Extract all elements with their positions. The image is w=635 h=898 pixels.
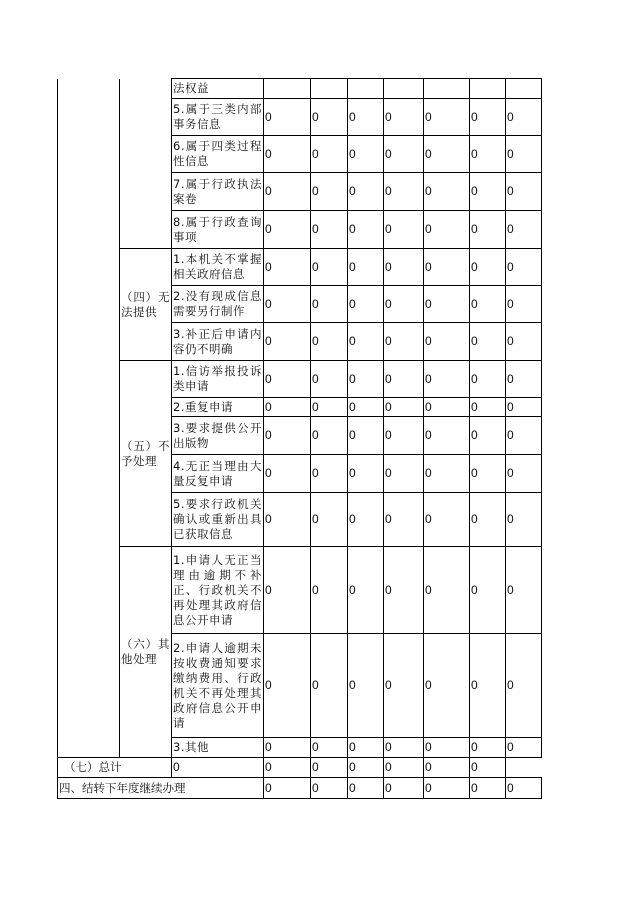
- value-cell: 0: [264, 547, 311, 634]
- value-cell: 0: [264, 286, 311, 323]
- value-cell: 0: [424, 547, 470, 634]
- value-cell: 0: [384, 99, 424, 136]
- value-cell: 0: [506, 417, 542, 455]
- row-label: 2.重复申请: [172, 398, 264, 417]
- statistics-table: [57, 78, 542, 799]
- value-cell: 0: [264, 211, 311, 249]
- value-cell: 0: [424, 249, 470, 286]
- value-cell: 0: [264, 173, 311, 211]
- value-cell: 0: [384, 286, 424, 323]
- carryover-label: 四、结转下年度继续办理: [58, 778, 264, 799]
- value-cell: 0: [311, 778, 348, 799]
- group-label: （六）其他处理: [120, 547, 172, 758]
- value-cell: 0: [384, 173, 424, 211]
- value-cell: 0: [311, 249, 348, 286]
- value-cell: [470, 79, 506, 99]
- total-label: （七）总计: [58, 758, 172, 778]
- value-cell: 0: [311, 547, 348, 634]
- row-label: 8.属于行政查询事项: [172, 211, 264, 249]
- value-cell: 0: [506, 455, 542, 493]
- group-label: （四）无法提供: [120, 249, 172, 361]
- value-cell: 0: [348, 778, 384, 799]
- value-cell: 0: [506, 634, 542, 738]
- table-row: [58, 547, 542, 634]
- value-cell: 0: [348, 211, 384, 249]
- value-cell: 0: [470, 361, 506, 398]
- value-cell: 0: [348, 455, 384, 493]
- value-cell: 0: [384, 455, 424, 493]
- value-cell: 0: [264, 758, 311, 778]
- row-label: 法权益: [172, 79, 264, 99]
- value-cell: 0: [172, 758, 264, 778]
- value-cell: 0: [311, 286, 348, 323]
- value-cell: 0: [470, 286, 506, 323]
- value-cell: [311, 79, 348, 99]
- row-label: 3.其他: [172, 738, 264, 758]
- row-label: 1.本机关不掌握相关政府信息: [172, 249, 264, 286]
- value-cell: 0: [506, 547, 542, 634]
- value-cell: 0: [348, 634, 384, 738]
- value-cell: 0: [384, 136, 424, 173]
- table-row: [58, 361, 542, 398]
- value-cell: 0: [311, 173, 348, 211]
- row-label: 7.属于行政执法案卷: [172, 173, 264, 211]
- value-cell: 0: [470, 398, 506, 417]
- value-cell: 0: [264, 455, 311, 493]
- value-cell: 0: [348, 173, 384, 211]
- value-cell: 0: [311, 398, 348, 417]
- value-cell: 0: [470, 634, 506, 738]
- value-cell: 0: [264, 778, 311, 799]
- value-cell: 0: [384, 249, 424, 286]
- value-cell: 0: [470, 211, 506, 249]
- value-cell: 0: [424, 417, 470, 455]
- value-cell: 0: [264, 249, 311, 286]
- value-cell: 0: [348, 323, 384, 361]
- value-cell: 0: [424, 493, 470, 547]
- value-cell: 0: [506, 173, 542, 211]
- value-cell: [348, 79, 384, 99]
- value-cell: 0: [348, 286, 384, 323]
- value-cell: 0: [311, 99, 348, 136]
- value-cell: 0: [424, 778, 470, 799]
- value-cell: 0: [424, 738, 470, 758]
- value-cell: 0: [384, 778, 424, 799]
- value-cell: [506, 79, 542, 99]
- value-cell: 0: [384, 398, 424, 417]
- value-cell: 0: [384, 323, 424, 361]
- value-cell: 0: [311, 758, 348, 778]
- carryover-row: [58, 778, 542, 799]
- value-cell: 0: [264, 738, 311, 758]
- value-cell: 0: [470, 547, 506, 634]
- value-cell: 0: [264, 323, 311, 361]
- value-cell: [424, 79, 470, 99]
- value-cell: 0: [348, 547, 384, 634]
- value-cell: 0: [424, 758, 470, 778]
- value-cell: 0: [470, 493, 506, 547]
- value-cell: 0: [424, 398, 470, 417]
- value-cell: 0: [264, 99, 311, 136]
- row-label: 2.没有现成信息需要另行制作: [172, 286, 264, 323]
- value-cell: 0: [470, 99, 506, 136]
- value-cell: 0: [424, 173, 470, 211]
- value-cell: 0: [348, 417, 384, 455]
- value-cell: 0: [506, 286, 542, 323]
- value-cell: 0: [424, 136, 470, 173]
- table-row: [58, 79, 542, 99]
- value-cell: 0: [348, 361, 384, 398]
- value-cell: 0: [264, 634, 311, 738]
- row-label: 4.无正当理由大量反复申请: [172, 455, 264, 493]
- value-cell: [384, 79, 424, 99]
- value-cell: 0: [348, 493, 384, 547]
- value-cell: 0: [264, 361, 311, 398]
- value-cell: 0: [424, 323, 470, 361]
- group-label: （五）不予处理: [120, 361, 172, 547]
- value-cell: 0: [424, 361, 470, 398]
- value-cell: 0: [470, 738, 506, 758]
- value-cell: 0: [264, 398, 311, 417]
- value-cell: 0: [384, 417, 424, 455]
- value-cell: 0: [424, 99, 470, 136]
- row-label: 5.属于三类内部事务信息: [172, 99, 264, 136]
- value-cell: 0: [470, 136, 506, 173]
- value-cell: 0: [424, 211, 470, 249]
- value-cell: 0: [506, 361, 542, 398]
- value-cell: 0: [348, 758, 384, 778]
- value-cell: 0: [470, 249, 506, 286]
- value-cell: 0: [384, 634, 424, 738]
- value-cell: 0: [506, 249, 542, 286]
- value-cell: 0: [424, 455, 470, 493]
- value-cell: 0: [384, 758, 424, 778]
- value-cell: 0: [348, 249, 384, 286]
- value-cell: 0: [311, 455, 348, 493]
- value-cell: 0: [470, 173, 506, 211]
- value-cell: 0: [506, 738, 542, 758]
- value-cell: 0: [348, 99, 384, 136]
- value-cell: 0: [311, 211, 348, 249]
- value-cell: 0: [506, 99, 542, 136]
- value-cell: 0: [264, 493, 311, 547]
- value-cell: 0: [384, 547, 424, 634]
- value-cell: 0: [264, 136, 311, 173]
- value-cell: 0: [384, 361, 424, 398]
- value-cell: 0: [506, 211, 542, 249]
- value-cell: 0: [311, 493, 348, 547]
- row-label: 3.补正后申请内容仍不明确: [172, 323, 264, 361]
- value-cell: [264, 79, 311, 99]
- total-row: [58, 758, 542, 778]
- value-cell: 0: [264, 417, 311, 455]
- row-label: 2.申请人逾期未按收费通知要求缴纳费用、行政机关不再处理其政府信息公开申请: [172, 634, 264, 738]
- row-label: 6.属于四类过程性信息: [172, 136, 264, 173]
- table-row: [58, 249, 542, 286]
- row-label: 1.申请人无正当理由逾期不补正、行政机关不再处理其政府信息公开申请: [172, 547, 264, 634]
- value-cell: 0: [424, 286, 470, 323]
- value-cell: 0: [348, 136, 384, 173]
- value-cell: 0: [311, 136, 348, 173]
- value-cell: 0: [384, 493, 424, 547]
- value-cell: 0: [311, 417, 348, 455]
- value-cell: 0: [311, 634, 348, 738]
- row-label: 3.要求提供公开出版物: [172, 417, 264, 455]
- group-cell: [120, 79, 172, 249]
- value-cell: 0: [470, 323, 506, 361]
- value-cell: 0: [424, 634, 470, 738]
- value-cell: 0: [506, 398, 542, 417]
- value-cell: 0: [470, 417, 506, 455]
- value-cell: 0: [506, 778, 542, 799]
- value-cell: 0: [384, 738, 424, 758]
- value-cell: 0: [384, 211, 424, 249]
- row-label: 5.要求行政机关确认或重新出具已获取信息: [172, 493, 264, 547]
- value-cell: 0: [506, 323, 542, 361]
- value-cell: 0: [506, 136, 542, 173]
- value-cell: 0: [348, 398, 384, 417]
- value-cell: 0: [506, 493, 542, 547]
- value-cell: 0: [348, 738, 384, 758]
- category-cell: [58, 79, 120, 758]
- value-cell: 0: [470, 778, 506, 799]
- value-cell: 0: [311, 361, 348, 398]
- value-cell: 0: [470, 758, 506, 778]
- value-cell: 0: [470, 455, 506, 493]
- value-cell: 0: [311, 323, 348, 361]
- value-cell: 0: [311, 738, 348, 758]
- row-label: 1.信访举报投诉类申请: [172, 361, 264, 398]
